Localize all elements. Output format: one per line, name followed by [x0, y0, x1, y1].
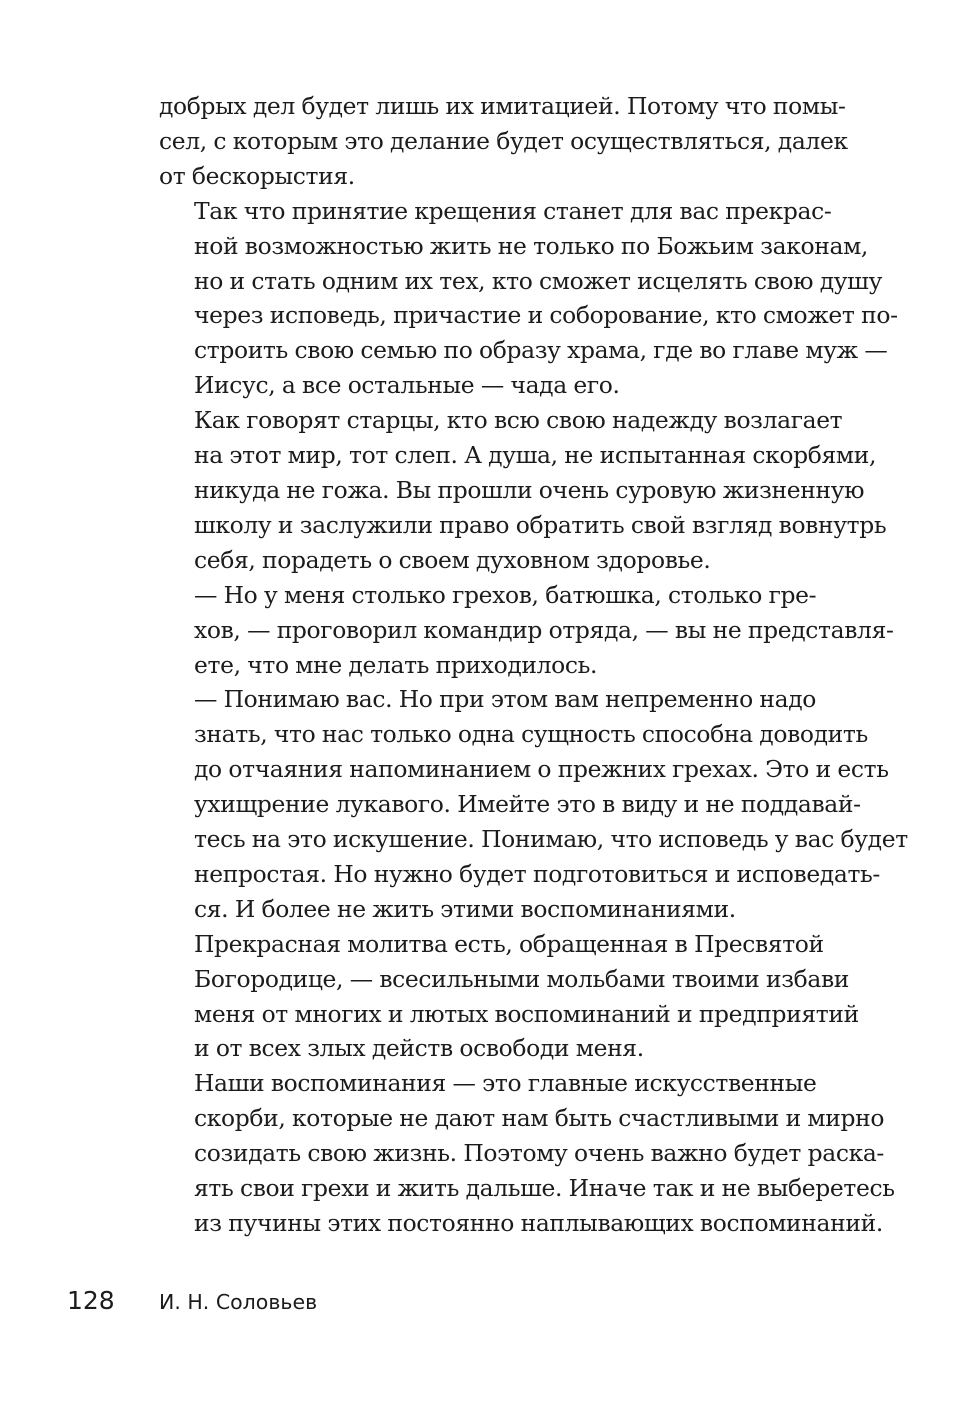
text-line: строить свою семью по образу храма, где во главе муж —: [194, 336, 888, 365]
text-line: Иисус, а все остальные — чада его.: [194, 371, 620, 400]
text-line: на этот мир, тот слеп. А душа, не испытанная скорбями,: [194, 441, 877, 470]
text-line: скорби, которые не дают нам быть счастливыми и мирно: [194, 1104, 885, 1133]
text-line: через исповедь, причастие и соборование, кто сможет по-: [194, 301, 898, 330]
text-line: знать, что нас только одна сущность способна доводить: [194, 720, 868, 749]
text-line: из пучины этих постоянно наплывающих воспоминаний.: [194, 1209, 883, 1237]
text-line: меня от многих и лютых воспоминаний и предприятий: [194, 999, 859, 1028]
text-line: сел, с которым это делание будет осуществляться, далек: [159, 126, 848, 155]
text-line: созидать свою жизнь. Поэтому очень важно будет раска-: [194, 1139, 884, 1168]
paragraph-1: [159, 89, 848, 194]
paragraph-3: [159, 403, 887, 578]
paragraph-5: [159, 682, 908, 926]
text-line: но и стать одним их тех, кто сможет исцелять свою душу: [194, 266, 882, 295]
text-line: Как говорят старцы, кто всю свою надежду возлагает: [194, 406, 843, 435]
text-line: непростая. Но нужно будет подготовиться и исповедать-: [194, 859, 880, 888]
paragraph-2: [159, 194, 898, 403]
text-line: — Но у меня столько грехов, батюшка, столько гре-: [194, 580, 817, 609]
text-line: тесь на это искушение. Понимаю, что исповедь у вас будет: [194, 825, 908, 854]
text-line: никуда не гожа. Вы прошли очень суровую жизненную: [194, 475, 865, 504]
text-line: ухищрение лукавого. Имейте это в виду и не поддавай-: [194, 790, 861, 819]
text-line: ся. И более не жить этими воспоминаниями.: [194, 894, 736, 923]
text-line: школу и заслужили право обратить свой взгляд вовнутрь: [194, 510, 887, 539]
text-line: Прекрасная молитва есть, обращенная в Пресвятой: [194, 929, 824, 958]
text-line: ять свои грехи и жить дальше. Иначе так и не выберетесь: [194, 1174, 895, 1203]
text-line: ной возможностью жить не только по Божьим законам,: [194, 231, 869, 260]
page-number: 128: [67, 1286, 115, 1315]
text-line: ете, что мне делать приходилось.: [194, 650, 598, 679]
text-line: и от всех злых действ освободи меня.: [194, 1034, 644, 1063]
text-line: Наши воспоминания — это главные искусственные: [194, 1069, 817, 1098]
page-footer: [0, 1283, 970, 1323]
body-text: [159, 89, 908, 1241]
text-line: Богородице, — всесильными мольбами твоими избави: [194, 964, 850, 993]
text-line: — Понимаю вас. Но при этом вам непременно надо: [194, 685, 817, 714]
running-author: И. Н. Соловьев: [159, 1290, 318, 1314]
paragraph-4: [159, 578, 894, 683]
text-line: добрых дел будет лишь их имитацией. Потому что помы-: [159, 92, 846, 120]
text-line: до отчаяния напоминанием о прежних грехах. Это и есть: [194, 755, 889, 784]
text-line: хов, — проговорил командир отряда, — вы не представля-: [194, 615, 894, 644]
text-line: Так что принятие крещения станет для вас прекрас-: [194, 196, 832, 225]
paragraph-7: [159, 1066, 895, 1241]
text-line: от бескорыстия.: [159, 161, 355, 190]
text-line: себя, порадеть о своем духовном здоровье.: [194, 545, 711, 574]
paragraph-6: [159, 927, 859, 1067]
